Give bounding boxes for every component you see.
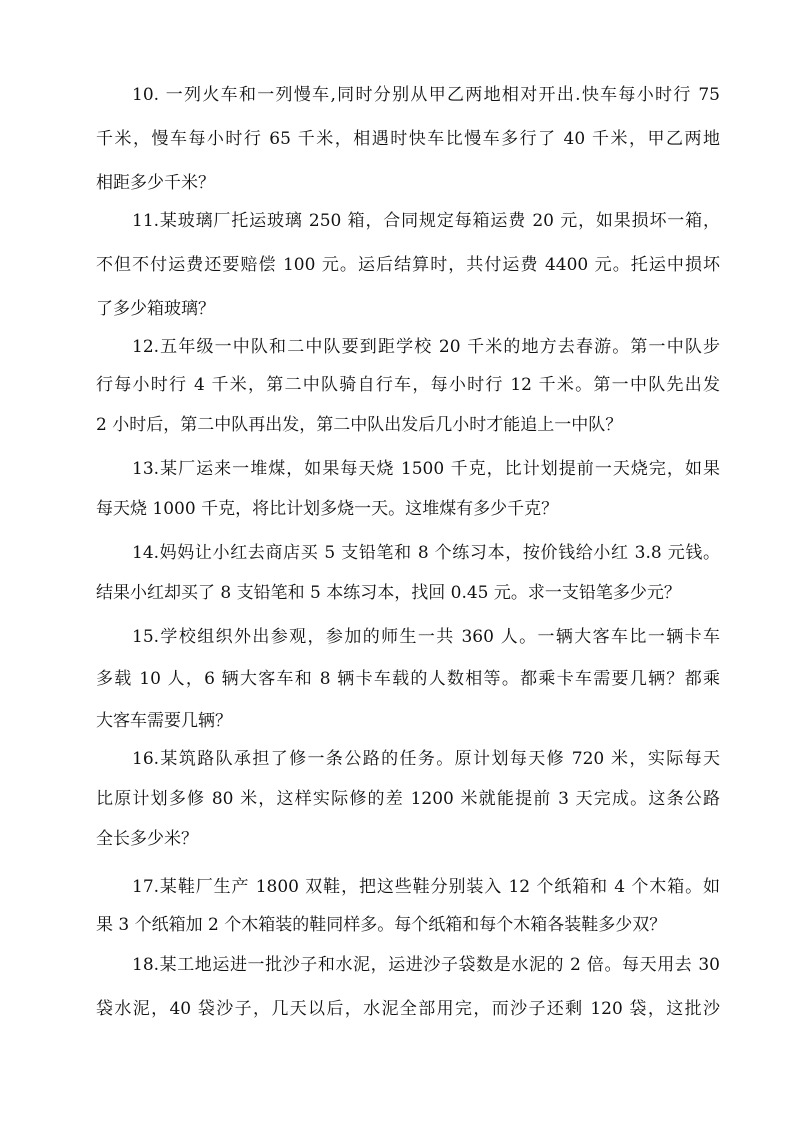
problem-16-line-3: 全长多少米？ <box>96 829 198 849</box>
problem-14-line-1: 14.妈妈让小红去商店买 5 支铅笔和 8 个练习本，按价钱给小红 3.8 元钱。 <box>132 543 720 563</box>
problem-15-line-2: 多载 10 人，6 辆大客车和 8 辆卡车载的人数相等。都乘卡车需要几辆？都乘 <box>96 669 720 689</box>
problem-10-line-1: 10. 一列火车和一列慢车,同时分别从甲乙两地相对开出.快车每小时行 75 <box>132 85 720 105</box>
problem-15-line-3: 大客车需要几辆？ <box>96 711 232 731</box>
problem-11-line-2: 不但不付运费还要赔偿 100 元。运后结算时，共付运费 4400 元。托运中损坏 <box>96 255 720 275</box>
problem-17-line-1: 17.某鞋厂生产 1800 双鞋，把这些鞋分别装入 12 个纸箱和 4 个木箱。如 <box>132 877 720 897</box>
problem-12-line-3: 2 小时后，第二中队再出发，第二中队出发后几小时才能追上一中队？ <box>96 415 623 435</box>
problem-13-line-2: 每天烧 1000 千克，将比计划多烧一天。这堆煤有多少千克？ <box>96 499 559 519</box>
problem-11-line-3: 了多少箱玻璃？ <box>96 299 215 319</box>
problem-10-line-2: 千米，慢车每小时行 65 千米，相遇时快车比慢车多行了 40 千米，甲乙两地 <box>96 129 720 149</box>
problem-16-line-2: 比原计划多修 80 米，这样实际修的差 1200 米就能提前 3 天完成。这条公路 <box>96 789 720 809</box>
problem-11-line-1: 11.某玻璃厂托运玻璃 250 箱，合同规定每箱运费 20 元，如果损坏一箱， <box>132 211 720 231</box>
problem-18-line-2: 袋水泥，40 袋沙子，几天以后，水泥全部用完，而沙子还剩 120 袋，这批沙 <box>96 999 720 1019</box>
problem-10-line-3: 相距多少千米？ <box>96 173 215 193</box>
problem-12-line-1: 12.五年级一中队和二中队要到距学校 20 千米的地方去春游。第一中队步 <box>132 337 720 357</box>
problem-12-line-2: 行每小时行 4 千米，第二中队骑自行车，每小时行 12 千米。第一中队先出发 <box>96 375 720 395</box>
problem-18-line-1: 18.某工地运进一批沙子和水泥，运进沙子袋数是水泥的 2 倍。每天用去 30 <box>132 955 720 975</box>
problem-17-line-2: 果 3 个纸箱加 2 个木箱装的鞋同样多。每个纸箱和每个木箱各装鞋多少双？ <box>96 915 667 935</box>
problem-15-line-1: 15.学校组织外出参观，参加的师生一共 360 人。一辆大客车比一辆卡车 <box>132 627 720 647</box>
problem-14-line-2: 结果小红却买了 8 支铅笔和 5 本练习本，找回 0.45 元。求一支铅笔多少元？ <box>96 583 681 603</box>
problem-13-line-1: 13.某厂运来一堆煤，如果每天烧 1500 千克，比计划提前一天烧完，如果 <box>132 459 720 479</box>
problem-16-line-1: 16.某筑路队承担了修一条公路的任务。原计划每天修 720 米，实际每天 <box>132 749 720 769</box>
